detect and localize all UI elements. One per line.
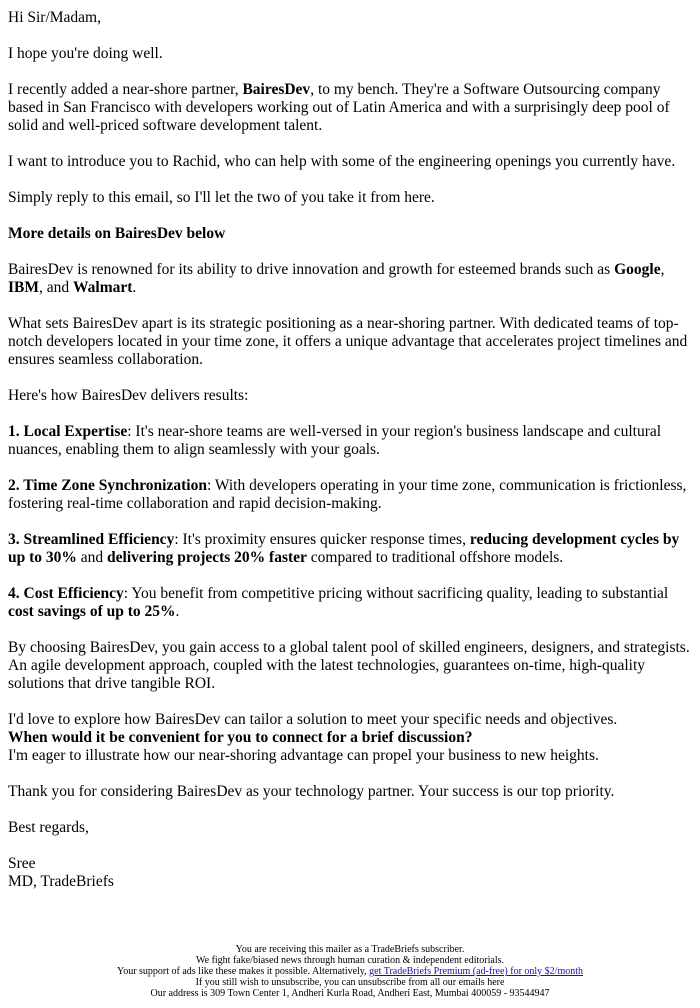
point-local-expertise xyxy=(8,423,692,459)
point2-text: : With developers operating in your time zone, communication is frictionless, fostering real-time collaboration and rapid decision-making. xyxy=(8,477,687,512)
renowned-sep2: , and xyxy=(39,279,74,296)
point1-title: 1. Local Expertise xyxy=(8,423,128,440)
footer-support-text: Your support of ads like these makes it possible. Alternatively, xyxy=(116,966,370,977)
intro-paragraph xyxy=(8,81,692,135)
footer-unsubscribe-line[interactable]: If you still wish to unsubscribe, you can unsubscribe from all our emails here xyxy=(195,977,505,988)
regards-line: Best regards, xyxy=(8,819,89,836)
signature-title: MD, TradeBriefs xyxy=(8,873,114,890)
footer-fake-news-line: We fight fake/biased news through human curation & independent editorials. xyxy=(196,955,504,966)
reply-paragraph: Simply reply to this email, so I'll let the two of you take it from here. xyxy=(8,189,435,206)
point-streamlined-efficiency xyxy=(8,531,692,567)
brand-google: Google xyxy=(614,261,661,278)
footer-support-line xyxy=(0,966,700,977)
point3-text2: and xyxy=(76,549,108,566)
brand-name: BairesDev xyxy=(242,81,311,98)
point2-title: 2. Time Zone Synchronization xyxy=(8,477,207,494)
explore-text: I'd love to explore how BairesDev can tailor a solution to meet your specific needs and objectives. xyxy=(8,711,618,728)
thanks-paragraph: Thank you for considering BairesDev as your technology partner. Your success is our top priority. xyxy=(8,783,615,800)
point3-bold2: delivering projects 20% faster xyxy=(107,549,307,566)
point3-bold1: reducing development cycles by up to 30% xyxy=(8,531,680,566)
explore-paragraph xyxy=(8,711,692,765)
point3-text3: compared to traditional offshore models. xyxy=(306,549,564,566)
greeting: Hi Sir/Madam, xyxy=(8,9,101,26)
point3-title: 3. Streamlined Efficiency xyxy=(8,531,175,548)
point4-text2: . xyxy=(175,603,180,620)
signature xyxy=(8,855,692,891)
point1-text: : It's near-shore teams are well-versed in your region's business landscape and cultural nuances, enabling them to align seamlessly with your goals. xyxy=(8,423,662,458)
renowned-post: . xyxy=(132,279,137,296)
introduce-paragraph: I want to introduce you to Rachid, who can help with some of the engineering openings you currently have. xyxy=(8,153,676,170)
sets-apart-paragraph: What sets BairesDev apart is its strategic positioning as a near-shoring partner. With dedicated teams of top-notch developers located in your time zone, it offers a unique advantage that accelerates project timelines and ensures seamless collaboration. xyxy=(8,315,688,368)
point-cost-efficiency xyxy=(8,585,692,621)
details-heading xyxy=(8,225,692,243)
eager-text: I'm eager to illustrate how our near-shoring advantage can propel your business to new heights. xyxy=(8,747,599,764)
choosing-paragraph: By choosing BairesDev, you gain access to a global talent pool of skilled engineers, designers, and strategists. An agile development approach, coupled with the latest technologies, guarantees on-time, high-quality solutions that drive tangible ROI. xyxy=(8,639,690,692)
point-time-zone xyxy=(8,477,692,513)
signature-name: Sree xyxy=(8,855,36,872)
brand-walmart: Walmart xyxy=(73,279,133,296)
intro-text-post: , to my bench. They're a Software Outsourcing company based in San Francisco with developers working out of Latin America and with a surprisingly deep pool of solid and well-priced software development talent. xyxy=(8,81,670,134)
point4-title: 4. Cost Efficiency xyxy=(8,585,124,602)
point3-text1: : It's proximity ensures quicker response times, xyxy=(174,531,470,548)
brand-ibm: IBM xyxy=(8,279,39,296)
footer-address-line: Our address is 309 Town Center 1, Andheri Kurla Road, Andheri East, Mumbai 400059 - 93544947 xyxy=(150,988,550,999)
footer-subscriber-line: You are receiving this mailer as a TradeBriefs subscriber. xyxy=(235,944,465,955)
premium-link[interactable]: get TradeBriefs Premium (ad-free) for only $2/month xyxy=(369,966,584,977)
email-footer xyxy=(0,944,700,999)
details-heading-text: More details on BairesDev below xyxy=(8,225,226,242)
renowned-paragraph xyxy=(8,261,692,297)
intro-text-pre: I recently added a near-shore partner, xyxy=(8,81,243,98)
point4-bold1: cost savings of up to 25% xyxy=(8,603,176,620)
hope-line: I hope you're doing well. xyxy=(8,45,163,62)
point4-text1: : You benefit from competitive pricing without sacrificing quality, leading to substantial xyxy=(123,585,669,602)
how-paragraph: Here's how BairesDev delivers results: xyxy=(8,387,249,404)
renowned-pre: BairesDev is renowned for its ability to drive innovation and growth for esteemed brands such as xyxy=(8,261,615,278)
renowned-sep1: , xyxy=(660,261,665,278)
question-text: When would it be convenient for you to connect for a brief discussion? xyxy=(8,729,473,746)
